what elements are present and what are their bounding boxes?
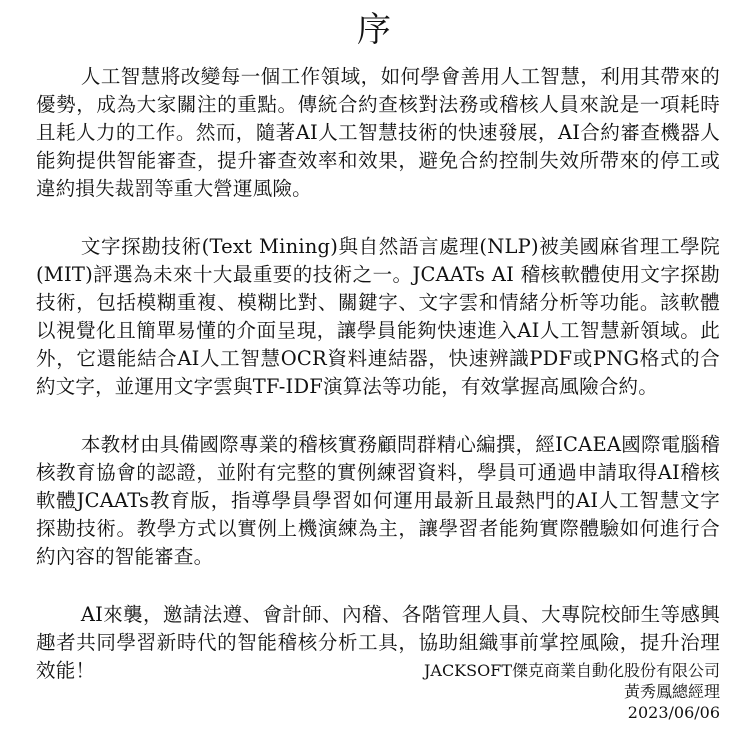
paragraph-3: 本教材由具備國際專業的稽核實務顧問群精心編撰，經ICAEA國際電腦稽核教育協會的認證，並附有完整的實例練習資料，學員可通過申請取得AI稽核軟體JCAATs教育版，指導學員學習如何運用最新且最熱門的AI人工智慧文字探勘技術。教學方式以實例上機演練為主，讓學習者能夠實際體驗如何進行合約內容的智能審查。: [36, 433, 720, 568]
signature-date: 2023/06/06: [627, 703, 720, 722]
paragraph-2: 文字探勘技術(Text Mining)與自然語言處理(NLP)被美國麻省理工學院(MIT)評選為未來十大最重要的技術之一。JCAATs AI 稽核軟體使用文字探勘技術，包括模糊重複、模糊比對、關鍵字、文字雲和情緒分析等功能。該軟體以視覺化且簡單易懂的介面呈現，讓學員能夠快速進入AI人工智慧新領域。此外，它還能結合AI人工智慧OCR資料連結器，快速辨識PDF或PNG格式的合約文字，並運用文字雲與TF-IDF演算法等功能，有效掌握高風險合約。: [36, 235, 720, 398]
signature-person: 黃秀鳳總經理: [623, 682, 720, 701]
preface-body: [36, 63, 720, 715]
signature-company: JACKSOFT傑克商業自動化股份有限公司: [423, 661, 720, 680]
signature-block: [424, 660, 720, 723]
page-title: 序: [357, 10, 393, 50]
paragraph-1: 人工智慧將改變每一個工作領域，如何學會善用人工智慧，利用其帶來的優勢，成為大家關注的重點。傳統合約查核對法務或稽核人員來說是一項耗時且耗人力的工作。然而，隨著AI人工智慧技術的快速發展，AI合約審查機器人能夠提供智能審查，提升審查效率和效果，避免合約控制失效所帶來的停工或違約損失裁罰等重大營運風險。: [36, 65, 720, 200]
paragraph-4: AI來襲，邀請法遵、會計師、內稽、各階管理人員、大專院校師生等感興趣者共同學習新時代的智能稽核分析工具，協助組織事前掌控風險，提升治理效能！: [36, 603, 720, 682]
